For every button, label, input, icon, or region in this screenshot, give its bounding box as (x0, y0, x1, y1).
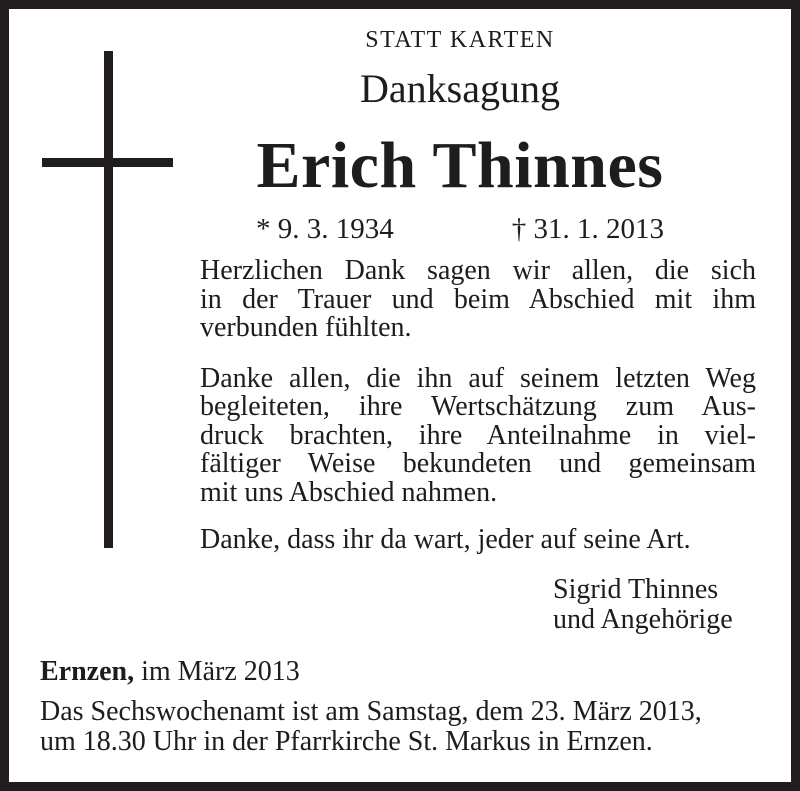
signature-relatives: und Angehörige (553, 604, 733, 635)
body-line: verbunden fühlten. (200, 312, 412, 343)
life-dates (200, 215, 720, 244)
notice-title: Danksagung (360, 66, 560, 111)
place-name: Ernzen, (40, 656, 135, 687)
body-line: fältiger Weise bekundeten und gemeinsam (200, 448, 756, 479)
death-date: † 31. 1. 2013 (511, 213, 664, 245)
service-announcement (40, 697, 702, 757)
body-line: Danke allen, die ihn auf seinem letzten Weg (200, 362, 756, 394)
signature-name: Sigrid Thinnes (553, 574, 719, 605)
body-line: begleiteten, ihre Wertschätzung zum Aus- (200, 391, 756, 422)
birth-date: * 9. 3. 1934 (256, 213, 394, 245)
body-line: mit uns Abschied nahmen. (200, 476, 498, 508)
paragraph-thanks-personal (200, 526, 756, 555)
body-line: in der Trauer und beim Abschied mit ihm (200, 283, 756, 315)
date-text: im März 2013 (134, 656, 300, 687)
body-line: druck brachten, ihre Anteilnahme in viel- (200, 419, 756, 451)
cross-horizontal-bar (42, 158, 173, 167)
paragraph-thanks-companions (200, 362, 756, 508)
signature-block (553, 575, 733, 635)
place-date-line (40, 657, 300, 687)
paragraph-thanks-general (200, 257, 756, 343)
deceased-name: Erich Thinnes (256, 129, 664, 202)
notice-body (200, 257, 756, 555)
body-line: Herzlichen Dank sagen wir allen, die sich (200, 255, 756, 286)
kicker-statt-karten: STATT KARTEN (365, 27, 555, 53)
cross-vertical-bar (104, 51, 113, 548)
body-line: Danke, dass ihr da wart, jeder auf seine Art. (200, 524, 691, 555)
announcement-line: um 18.30 Uhr in der Pfarrkirche St. Markus in Ernzen. (40, 726, 653, 757)
announcement-line: Das Sechswochenamt ist am Samstag, dem 23. März 2013, (40, 696, 702, 727)
